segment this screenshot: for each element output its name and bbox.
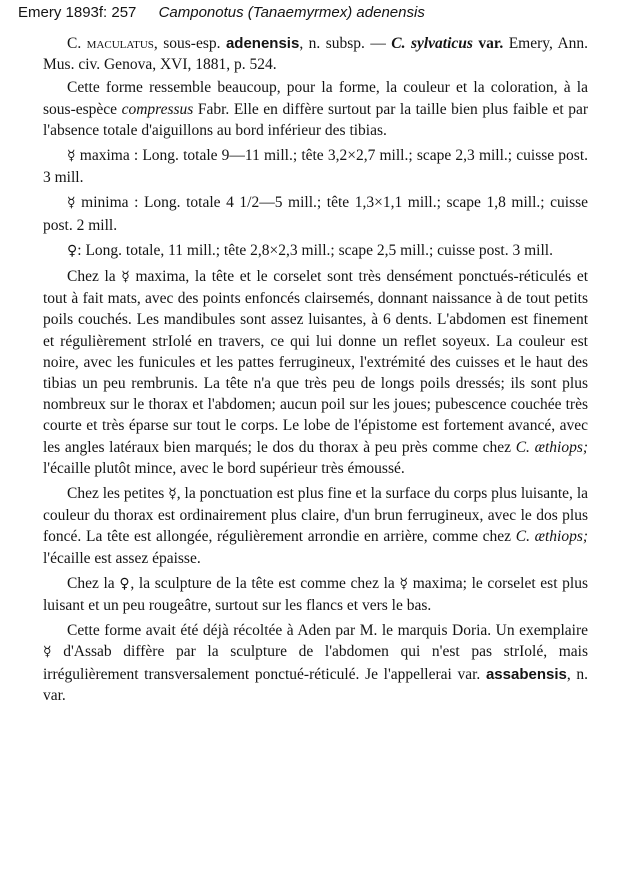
paragraph-comparison: Cette forme ressemble beaucoup, pour la forme, la couleur et la coloration, à la sous-espèce compressus Fabr. Elle en diffère surtout par la taille bien plus faible et par l'absence totale d'aiguillons au bord inférieur des tibias. [43, 79, 588, 139]
page-header [18, 2, 425, 24]
paragraph-distribution: Cette forme avait été déjà récoltée à Aden par M. le marquis Doria. Un exemplaire ☿ d'Assab diffère par la sculpture de l'abdomen qui n'est pas strIolé, mais irrégulièrement transversalement ponctué-réticulé. Je l'appellerai var. assabensis, n. var. [43, 622, 589, 704]
worker-symbol-icon: ☿ [43, 644, 52, 661]
synonym-name: C. sylvaticus [391, 35, 473, 52]
paragraph-maxima-description: Chez la ☿ maxima, la tête et le corselet sont très densément ponctués-réticulés et tout à fait mats, avec des points enfoncés clairsemés, donnant naissance à de tout petits poils couchés. Les mandibules sont assez luisantes, à 6 dents. L'abdomen est finement et régulièrement strIolé en travers, ce qui lui donne un reflet soyeux. La couleur est noire, avec les funicules et les pattes ferrugineux, l'extrémité des cuisses et le haut des tibias un peu rembrunis. La tête n'a que très peu de longs poils dressés; ils sont plus nombreux sur le thorax et l'abdomen; aucun poil sur les joues; pubescence couchée très courte et très éparse sur tout le corps. Le lobe de l'épistome est fortement avancé, avec les angles latéraux bien marqués; le dos du thorax à peu près comme chez C. æthiops; l'écaille plutôt mince, avec le bord supérieur très émoussé. [43, 268, 589, 477]
worker-symbol-icon: ☿ [67, 195, 76, 212]
paragraph-minima-measurements: ☿ minima : Long. totale 4 1/2—5 mill.; tête 1,3×1,1 mill.; scape 1,8 mill.; cuisse post. 2 mill. [43, 194, 589, 234]
worker-symbol-icon: ☿ [121, 269, 130, 286]
paragraph-description-heading: C. maculatus, sous-esp. adenensis, n. subsp. — C. sylvaticus var. Emery, Ann. Mus. civ. Genova, XVI, 1881, p. 524. [43, 35, 589, 74]
variety-name: assabensis [485, 665, 567, 683]
female-symbol-icon: ♀ [67, 242, 78, 259]
literature-citation: Emery, Ann. Mus. civ. Genova, XVI, 1881, p. 524. [43, 35, 589, 74]
citation-reference: Emery 1893f: 257 [18, 4, 137, 21]
article-body [43, 33, 588, 710]
taxon-name: Camponotus (Tanaemyrmex) adenensis [158, 4, 425, 21]
species-name: maculatus [86, 35, 154, 52]
paragraph-female-description: Chez la ♀, la sculpture de la tête est comme chez la ☿ maxima; le corselet est plus luisant et un peu rougeâtre, surtout sur les flancs et vers le bas. [43, 574, 588, 615]
aethiops-name: C. æthiops; [515, 528, 589, 546]
worker-symbol-icon: ☿ [67, 148, 76, 165]
aethiops-name: C. æthiops; [515, 438, 589, 456]
paragraph-female-measurements: ♀: Long. totale, 11 mill.; tête 2,8×2,3 mill.; scape 2,5 mill.; cuisse post. 3 mill. [67, 241, 553, 259]
subspecies-name: adenensis [225, 35, 300, 52]
worker-symbol-icon: ☿ [168, 486, 177, 503]
worker-symbol-icon: ☿ [399, 575, 409, 592]
paragraph-minor-workers: Chez les petites ☿, la ponctuation est plus fine et la surface du corps plus luisante, la couleur du thorax est ordinairement plus claire, d'un brun ferrugineux, avec le dos plus foncé. La tête est allongée, régulièrement arrondie en arrière, comme chez C. æthiops; l'écaille est assez épaisse. [43, 485, 589, 567]
compressus-name: compressus [121, 100, 194, 118]
paragraph-maxima-measurements: ☿ maxima : Long. totale 9—11 mill.; tête 3,2×2,7 mill.; scape 2,3 mill.; cuisse post. 3 mill. [43, 147, 589, 187]
female-symbol-icon: ♀ [119, 575, 131, 592]
